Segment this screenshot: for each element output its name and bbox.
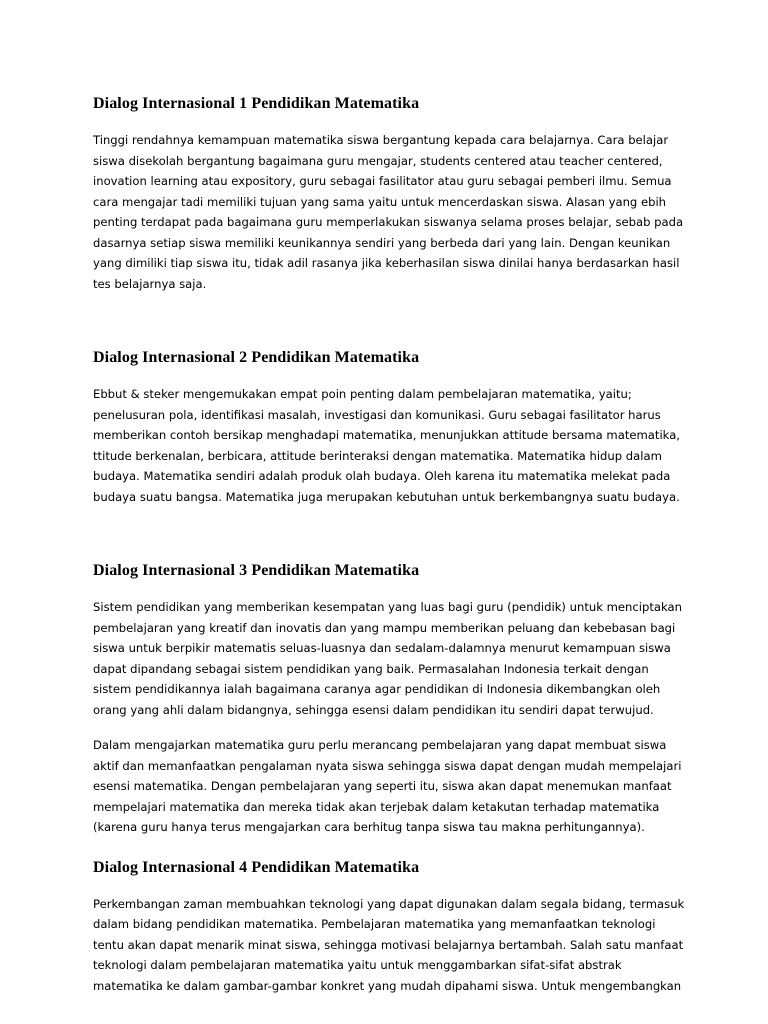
text-line: esensi matematika. Dengan pembelajaran yang seperti itu, siswa akan dapat menemukan manfaat [93, 779, 672, 793]
text-line: aktif dan memanfaatkan pengalaman nyata siswa sehingga siswa dapat dengan mudah mempelajari [93, 758, 682, 773]
text-line: memberikan contoh bersikap menghadapi matematika, menunjukkan attitude bersama matematika, [93, 428, 680, 442]
text-line: tentu akan dapat menarik minat siswa, sehingga motivasi belajarnya bertambah. Salah satu manfaat [93, 937, 684, 952]
text-line: yang dimiliki tiap siswa itu, tidak adil rasanya jika keberhasilan siswa dinilai hanya berdasarkan hasil [93, 256, 680, 270]
text-line: Dalam mengajarkan matematika guru perlu merancang pembelajaran yang dapat membuat siswa [93, 738, 667, 752]
text-line: mempelajari matematika dan mereka tidak akan terjebak dalam ketakutan terhadap matematika [93, 799, 660, 814]
section-paragraph [93, 597, 683, 720]
text-line: penting terdapat pada bagaimana guru memperlakukan siswanya selama proses belajar, sebab pada [93, 215, 684, 229]
section-heading: Dialog Internasional 1 Pendidikan Matematika [93, 95, 420, 112]
section-heading: Dialog Internasional 3 Pendidikan Matematika [93, 562, 420, 579]
section-paragraph [93, 735, 683, 838]
text-line: Tinggi rendahnya kemampuan matematika siswa bergantung kepada cara belajarnya. Cara belajar [93, 133, 669, 147]
text-line: matematika ke dalam gambar-gambar konkret yang mudah dipahami siswa. Untuk mengembangkan [93, 978, 682, 993]
text-line: dapat dipandang sebagai sistem pendidikan yang baik. Permasalahan Indonesia terkait dengan [93, 661, 649, 676]
text-line: penelusuran pola, identifikasi masalah, investigasi dan komunikasi. Guru sebagai fasilitator harus [93, 407, 661, 422]
text-line: Ebbut & steker mengemukakan empat poin penting dalam pembelajaran matematika, yaitu; [93, 387, 632, 401]
text-line: dalam bidang pendidikan matematika. Pembelajaran matematika yang memanfaatkan teknologi [93, 917, 656, 931]
text-line: teknologi dalam pembelajaran matematika yaitu untuk menggambarkan sifat-sifat abstrak [93, 958, 622, 972]
text-line: tes belajarnya saja. [93, 276, 207, 291]
text-line: cara mengajar tadi memiliki tujuan yang sama yaitu untuk mencerdaskan siswa. Alasan yang ebih [93, 194, 667, 209]
text-line: Sistem pendidikan yang memberikan kesempatan yang luas bagi guru (pendidik) untuk menciptakan [93, 600, 682, 614]
text-line: ttitude berkenalan, berbicara, attitude berinteraksi dengan matematika. Matematika hidup dalam [93, 448, 662, 463]
text-line: budaya suatu bangsa. Matematika juga merupakan kebutuhan untuk berkembangnya suatu budaya. [93, 489, 680, 504]
text-line: budaya. Matematika sendiri adalah produk olah budaya. Oleh karena itu matematika melekat pada [93, 469, 671, 483]
text-line: (karena guru hanya terus mengajarkan cara berhitug tanpa siswa tau makna perhitungannya). [93, 820, 645, 834]
text-line: orang yang ahli dalam bidangnya, sehingga esensi dalam pendidikan itu sendiri dapat terwujud. [93, 702, 654, 717]
text-line: siswa disekolah bergantung bagaimana guru mengajar, students centered atau teacher centered, [93, 153, 663, 168]
section-paragraph [93, 894, 683, 997]
text-line: siswa untuk berpikir matematis seluas-luasnya dan sedalam-dalamnya menurut kemampuan siswa [93, 641, 671, 655]
text-line: Perkembangan zaman membuahkan teknologi yang dapat digunakan dalam segala bidang, termasuk [93, 896, 685, 911]
text-line: sistem pendidikannya ialah bagaimana caranya agar pendidikan di Indonesia dikembangkan oleh [93, 682, 661, 696]
text-line: dasarnya setiap siswa memiliki keunikannya sendiri yang berbeda dari yang lain. Dengan keunikan [93, 235, 671, 250]
section-paragraph [93, 130, 683, 294]
text-line: inovation learning atau expository, guru sebagai fasilitator atau guru sebagai pemberi ilmu. Semua [93, 174, 672, 188]
section-heading: Dialog Internasional 4 Pendidikan Matematika [93, 858, 420, 876]
text-line: pembelajaran yang kreatif dan inovatis dan yang mampu memberikan peluang dan kebebasan bagi [93, 620, 676, 635]
section-heading: Dialog Internasional 2 Pendidikan Matematika [93, 349, 420, 366]
section-paragraph [93, 384, 683, 507]
document-page [93, 94, 683, 996]
